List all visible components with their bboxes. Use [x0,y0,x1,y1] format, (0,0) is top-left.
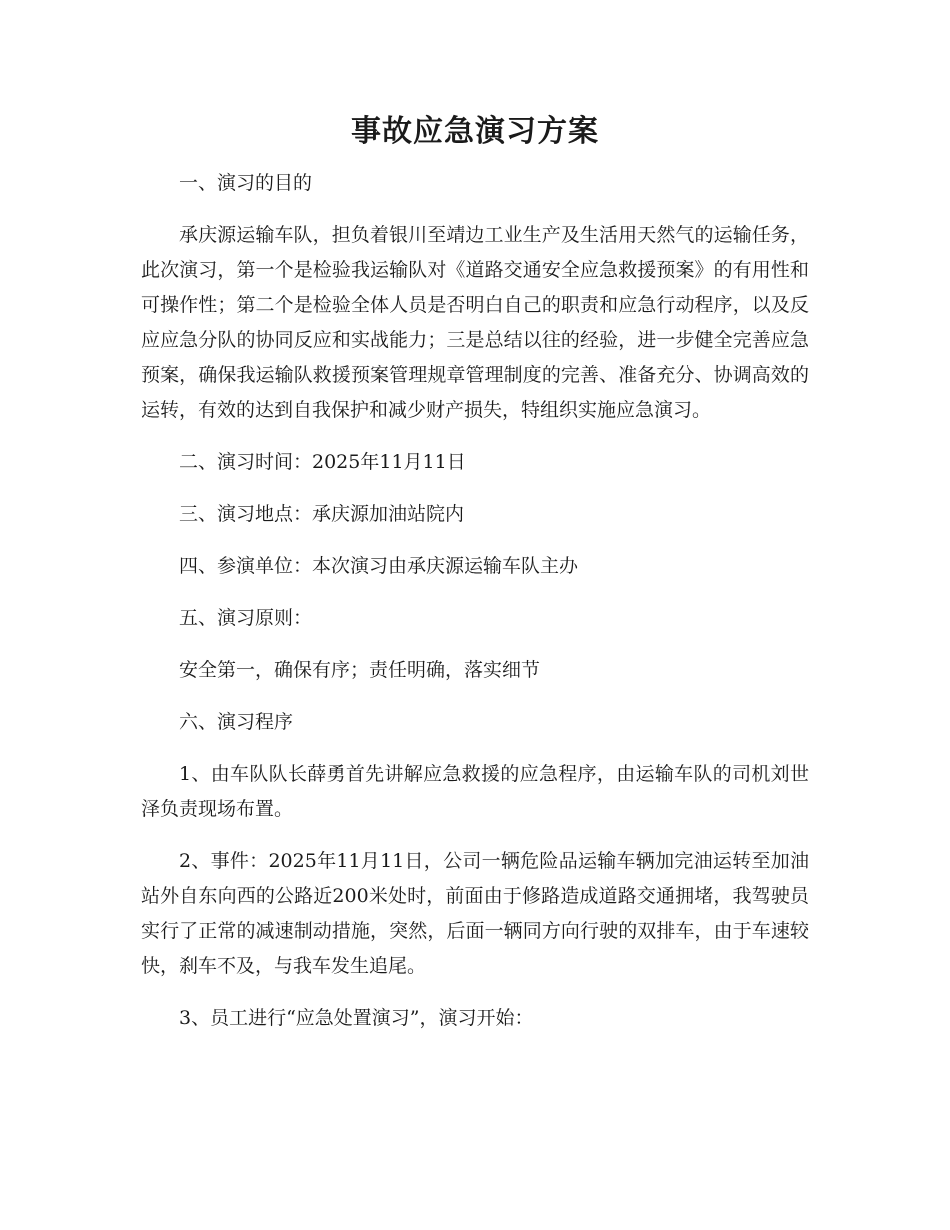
section-heading-location: 三、演习地点：承庆源加油站院内 [179,503,465,525]
procedure-step-1: 1、由车队队长薛勇首先讲解应急救援的应急程序，由运输车队的司机刘世泽负责现场布置。 [141,763,809,820]
section-heading-time: 二、演习时间：2025年11月11日 [179,451,466,473]
section-heading-units: 四、参演单位：本次演习由承庆源运输车队主办 [179,555,579,577]
document-body [141,166,809,1036]
section-heading-principles: 五、演习原则： [179,607,313,629]
paragraph-purpose: 承庆源运输车队，担负着银川至靖边工业生产及生活用天然气的运输任务，此次演习，第一个是检验我运输队对《道路交通安全应急救援预案》的有用性和可操作性；第二个是检验全体人员是否明白自己的职责和应急行动程序，以及反应应急分队的协同反应和实战能力；三是总结以往的经验，进一步健全完善应急预案，确保我运输队救援预案管理规章管理制度的完善、准备充分、协调高效的运转，有效的达到自我保护和减少财产损失，特组织实施应急演习。 [141,224,809,421]
document-title: 事故应急演习方案 [351,114,599,149]
paragraph-principles: 安全第一，确保有序；责任明确，落实细节 [179,659,541,681]
procedure-step-2: 2、事件：2025年11月11日，公司一辆危险品运输车辆加完油运转至加油站外自东向西的公路近200米处时，前面由于修路造成道路交通拥堵，我驾驶员实行了正常的减速制动措施，突然，后面一辆同方向行驶的双排车，由于车速较快，刹车不及，与我车发生追尾。 [141,850,809,977]
procedure-step-3: 3、员工进行“应急处置演习”，演习开始： [179,1007,534,1029]
section-heading-purpose: 一、演习的目的 [179,172,313,194]
section-heading-procedure: 六、演习程序 [179,711,294,733]
